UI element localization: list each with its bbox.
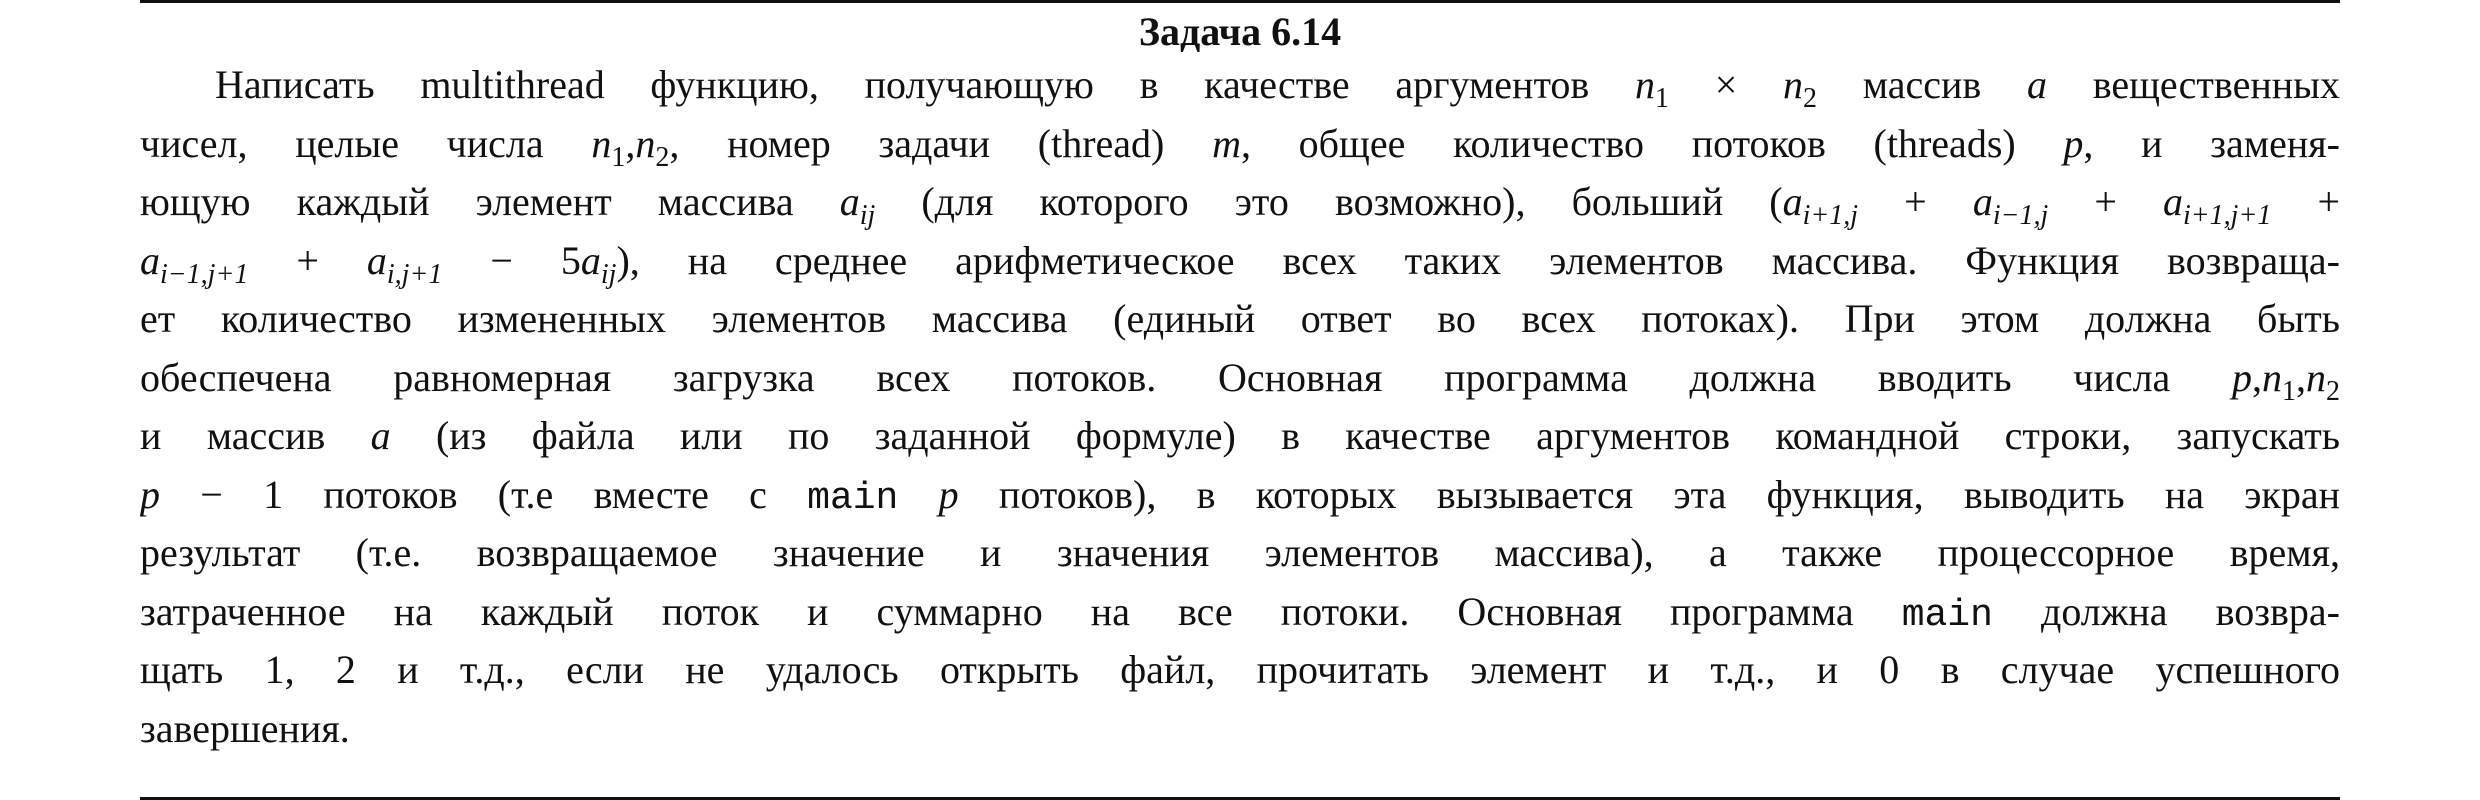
text-run: ), на среднее арифметическое всех таких элементов массива. Функция возвраща- <box>616 237 2340 283</box>
statement-line <box>140 641 2340 700</box>
math-symbol: p <box>2063 120 2084 166</box>
math-subscript: 2 <box>2326 375 2340 407</box>
text-run: − 1 потоков (т.е вместе с <box>160 471 808 517</box>
statement-line <box>140 290 2340 349</box>
text-run: (для которого это возможно), больший ( <box>875 179 1783 224</box>
math-symbol: p <box>2232 354 2252 400</box>
text-run: чисел, целые числа <box>140 120 592 166</box>
text-run: + <box>1858 179 1973 224</box>
text-run: завершения. <box>140 705 350 751</box>
text-run: обеспечена равномерная загрузка всех потоков. Основная программа должна вводить числа <box>140 354 2232 400</box>
statement-line <box>140 700 2340 759</box>
math-subscript: i−1,j+1 <box>160 258 249 290</box>
text-run: − 5 <box>442 237 581 283</box>
math-symbol: n <box>591 120 612 166</box>
math-symbol: n <box>1783 62 1803 107</box>
math-symbol: a <box>2027 62 2048 107</box>
math-subscript: 1 <box>2282 375 2296 407</box>
math-symbol: a <box>366 237 387 283</box>
problem-statement <box>140 56 2340 758</box>
math-symbol: p <box>140 471 160 517</box>
statement-line <box>140 173 2340 232</box>
text-run: ет количество измененных элементов массива (единый ответ во всех потоках). При этом должна быть <box>140 296 2340 341</box>
math-symbol: a <box>1782 179 1803 224</box>
top-rule <box>140 0 2340 3</box>
math-subscript: 2 <box>655 141 670 173</box>
text-run: должна возвра- <box>1992 588 2340 634</box>
math-symbol: m <box>1212 120 1241 166</box>
math-symbol: n <box>1635 62 1656 107</box>
text-run: затраченное на каждый поток и суммарно на все потоки. Основная программа <box>140 588 1902 634</box>
statement-line <box>140 56 2340 115</box>
math-subscript: i,j+1 <box>386 258 443 290</box>
text-run: , <box>625 120 636 166</box>
math-symbol: a <box>2163 179 2183 224</box>
math-subscript: i−1,j <box>1992 200 2049 231</box>
math-subscript: i+1,j <box>1802 200 1859 231</box>
text-run: ющую каждый элемент массива <box>140 179 840 224</box>
math-symbol: n <box>2262 354 2282 400</box>
math-subscript: ij <box>600 258 617 290</box>
math-symbol: a <box>370 413 391 458</box>
text-run: вещественных <box>2047 62 2340 107</box>
statement-line <box>140 349 2340 408</box>
statement-line <box>140 232 2340 291</box>
math-symbol: n <box>635 120 656 166</box>
math-symbol: a <box>1972 179 1993 224</box>
text-run: , и заменя- <box>2083 120 2340 166</box>
math-symbol: p <box>938 471 959 517</box>
math-symbol: a <box>140 237 160 283</box>
statement-line <box>140 407 2340 466</box>
text-run <box>898 472 938 517</box>
statement-line <box>140 466 2340 525</box>
code-keyword: main <box>807 476 899 520</box>
code-keyword: main <box>1901 593 1993 637</box>
text-run: + <box>2271 179 2340 224</box>
statement-line <box>140 524 2340 583</box>
math-symbol: n <box>2306 354 2326 400</box>
text-run: , <box>2252 354 2262 400</box>
text-run: результат (т.е. возвращаемое значение и значения элементов массива), а также процессорное время, <box>140 530 2340 575</box>
math-subscript: ij <box>859 200 876 231</box>
math-subscript: 1 <box>1655 83 1670 114</box>
math-subscript: i+1,j+1 <box>2183 200 2272 231</box>
text-run: и массив <box>140 413 371 458</box>
text-run: × <box>1669 62 1783 107</box>
math-subscript: 1 <box>611 141 626 173</box>
text-run: , номер задачи (thread) <box>669 120 1213 166</box>
text-run: Написать multithread функцию, получающую в качестве аргументов <box>215 62 1636 107</box>
text-run: + <box>248 237 367 283</box>
text-run: массив <box>1817 62 2028 107</box>
text-run: (из файла или по заданной формуле) в качестве аргументов командной строки, запускать <box>390 413 2340 458</box>
problem-title: Задача 6.14 <box>1138 9 1342 54</box>
text-run: + <box>2048 179 2163 224</box>
text-run: , <box>2296 354 2306 400</box>
math-subscript: 2 <box>1803 83 1817 114</box>
text-run: , общее количество потоков (threads) <box>1240 120 2064 166</box>
math-symbol: a <box>580 237 601 283</box>
text-run: потоков), в которых вызывается эта функция, выводить на экран <box>958 471 2340 517</box>
statement-line <box>140 115 2340 174</box>
text-run: щать 1, 2 и т.д., если не удалось открыть файл, прочитать элемент и т.д., и 0 в случае успешного <box>140 647 2340 692</box>
math-symbol: a <box>839 179 860 224</box>
statement-line <box>140 583 2340 642</box>
